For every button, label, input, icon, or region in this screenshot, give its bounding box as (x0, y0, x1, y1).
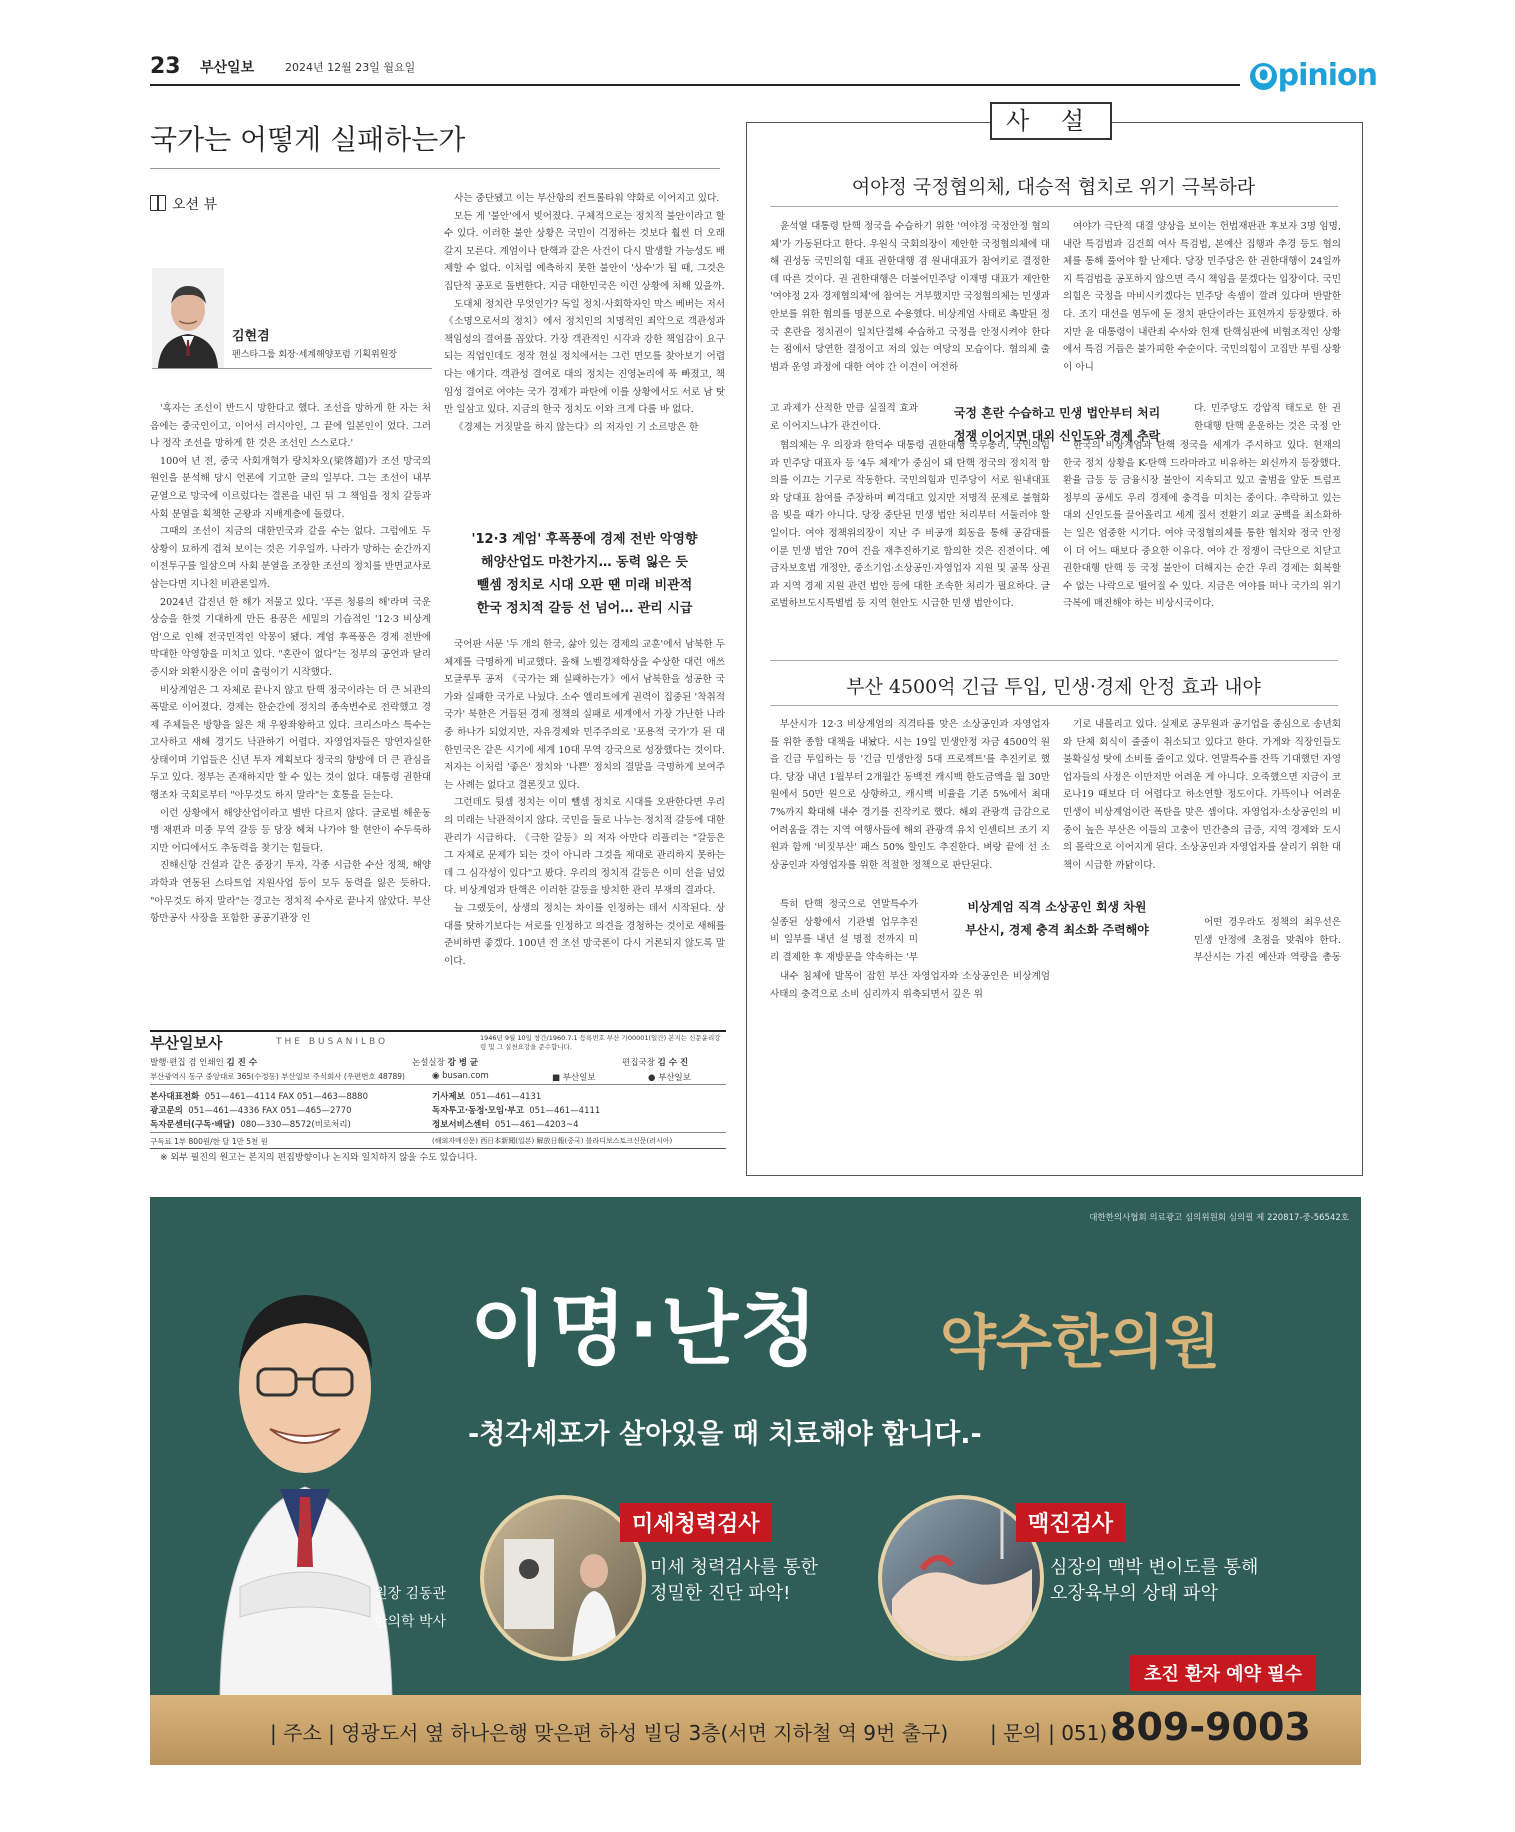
masthead-eng: THE BUSANILBO (276, 1037, 389, 1047)
sns2-label[interactable]: 부산일보 (658, 1073, 691, 1083)
service-desc-line: 심장의 맥박 변이도를 통해 (1050, 1557, 1259, 1578)
service-desc-line: 오장육부의 상태 파악 (1050, 1583, 1218, 1604)
pullquote-line: 해양산업도 마찬가지… 동력 잃은 듯 (481, 555, 688, 570)
masthead-partners: (해외자매신문) 西日本新聞(일본) 解放日報(중국) 블라디보스토크신문(러시아) (432, 1137, 673, 1145)
masthead-inner-rule (150, 1084, 726, 1085)
paper-name: 부산일보 (200, 60, 255, 76)
publisher-name: 김 진 수 (226, 1058, 258, 1068)
paragraph: 2024년 갑진년 한 해가 저물고 있다. '푸른 청룡의 해'라며 국운 상승을 한껏 기대하게 만든 용꿈은 세밑의 기습적인 '12·3 비상계엄'으로 인해 전국민적인 악몽이 됐다. 계엄 후폭풍은 경제 전반에 막대한 악영향을 미치고 있다. "혼란이 없다"는 정부의 공언과 달리 증시와 외환시장은 이미 출렁이기 시작했다. (150, 596, 431, 678)
contact-value: 051—461—4336 FAX 051—465—2770 (188, 1106, 352, 1116)
subhead-line: 비상계엄 직격 소상공인 회생 차원 (967, 900, 1147, 914)
book-icon (150, 195, 166, 211)
editorial-2-col-1b (770, 968, 1050, 1158)
editor-label: 편집국장 (622, 1058, 655, 1068)
paragraph: 이런 상황에서 해양산업이라고 별반 다르지 않다. 글로벌 해운동맹 재편과 미중 무역 갈등 등 당장 헤쳐 나가야 할 현안이 수두룩하지만 어디에서도 추동력을 찾기는 힘들다. (150, 807, 431, 854)
web-icon: ◉ (432, 1071, 443, 1081)
author-photo (152, 268, 224, 368)
ad-tel-label: | 문의 | 051) (990, 1721, 1108, 1745)
paragraph: 국어판 서문 '두 개의 한국, 삶아 있는 경제의 교훈'에서 남북한 두 체제를 극명하게 비교했다. 올해 노벨경제학상을 수상한 대런 애쓰모글루투 공저 《국가는 왜 실패하는가》에서 남북한을 성공한 국가와 실패한 국가로 나눴다. 소수 엘리트에게 권력이 집중된 '착취적 국가' 북한은 거듭된 경제 정책의 실패로 세계에서 가장 가난한 나라 중 하나가 되었지만, 자유경제와 민주주의로 '포용적 국가'가 된 대한민국은 같은 시기에 세계 10대 무역 강국으로 성장했다는 것이다. 저자는 이처럼 '좋은' 정치와 '나쁜' 정치의 결말을 극명하게 보여주는 사례는 없다고 결론짓고 있다. (444, 639, 725, 791)
subhead-line: 국정 혼란 수습하고 민생 법안부터 처리 (953, 406, 1161, 420)
doctor-degree: 한의학 박사 (374, 1614, 447, 1630)
editorial-2-col-2 (1063, 716, 1341, 914)
ad-review-notice: 대한한의사협회 의료광고 심의위원회 심의필 제 220817-중-56542호 (1089, 1213, 1349, 1223)
masthead-sns2[interactable] (648, 1071, 691, 1083)
web-link[interactable]: busan.com (442, 1071, 489, 1081)
column-mid-bottom-text (444, 636, 725, 1010)
subhead-line: 부산시, 경제 충격 최소화 주력해야 (965, 923, 1149, 937)
reservation-badge: 초진 환자 예약 필수 (1130, 1655, 1316, 1691)
paragraph: 특히 탄핵 정국으로 연말특수가 실종된 상황에서 기관별 업무추진비 일부를 내년 설 명절 전까지 미리 결제한 후 재방문을 약속하는 '부 (770, 899, 918, 963)
paragraph: 다. 민주당도 강압적 태도로 한 권한대행 탄핵 운운하는 것은 국정 안 (1194, 403, 1341, 432)
editorial-1-col-2 (1063, 218, 1341, 400)
pullquote-line: 한국 정치적 갈등 선 넘어… 관리 시급 (476, 601, 693, 616)
editorial-2-col-2-wrap (1194, 914, 1341, 968)
doctor-name: 원장 김동관 (374, 1586, 447, 1602)
column-mid-top-text (444, 190, 725, 508)
contact-value: 051—461—4114 FAX 051—463—8880 (204, 1092, 368, 1102)
page-number: 23 (150, 54, 181, 79)
paragraph: 그때의 조선이 지금의 대한민국과 같을 수는 없다. 그럼에도 두 상황이 묘하게 겹쳐 보이는 것은 기우일까. 나라가 망하는 순간까지 이전투구를 일삼으며 사회 분열을 조장한 조선의 정치를 반면교사로 삼는다면 지나친 비관론일까. (150, 526, 431, 590)
column-title-rule (150, 168, 720, 169)
editorial-1-col-1b (770, 437, 1050, 657)
pullquote-line: '12·3 계엄' 후폭풍에 경제 전반 악영향 (471, 532, 698, 547)
service-desc-line: 정밀한 진단 파악! (650, 1583, 791, 1604)
issue-date: 2024년 12월 23일 월요일 (285, 61, 416, 74)
doctor-illustration (210, 1257, 400, 1697)
paragraph: 모든 게 '불안'에서 빚어졌다. 구체적으로는 정치적 불안이라고 할 수 있다. 이러한 불안 상황은 국민이 걱정하는 것보다 훨씬 더 오래갈지 모른다. 계엄이나 탄핵과 같은 사건이 다시 발생할 가능성도 배제할 수 없다. 이처럼 예측하지 못한 불안이 '상수'가 될 때, 그것은 집단적 공포로 돌변한다. 지금 대한민국은 이런 상황에 처해 있을까. (444, 210, 725, 292)
section-logo (1250, 58, 1377, 93)
contact-row (150, 1118, 351, 1130)
paragraph: 한국의 비상계엄과 탄핵 정국을 세계가 주시하고 있다. 현재의 한국 정치 상황을 K-탄핵 드라마라고 비유하는 외신까지 등장했다. 환율 급등 등 금융시장 불안이 지속되고 있고 출범을 앞둔 트럼프 정부의 공세도 우리 경제에 충격을 미치는 중이다. 추락하고 있는 대외 신인도를 끌어올리고 세계 질서 전환기 외교 공백을 최소화하는 일은 엄중한 시기다. 여야 국정협의체를 통한 협치와 정국 안정이 더 어느 때보다 중요한 이유다. 여야 간 정쟁이 극단으로 치닫고 권한대행 탄핵 등 국정 불안이 더해지는 순간 우리 경제는 회복할 수 없는 나락으로 떨어질 수 있다. 지금은 여야를 떠나 국가의 위기 극복에 매진해야 하는 비상시국이다. (1063, 440, 1341, 610)
paragraph: 그런데도 뒷셈 정치는 이미 뺄셈 정치로 시대를 오판한다면 우리의 미래는 낙관적이지 않다. 국민을 둘로 나누는 정치적 갈등에 대한 관리가 시급하다. 《극한 갈등》의 저자 아만다 리플리는 "갈등은 그 자체로 문제가 되는 것이 아니라 그것을 제대로 관리하지 못하는 데 그 심각성이 있다"고 봤다. 우리의 정치적 갈등은 이미 선을 넘었다. 비상계엄과 탄핵은 이러한 갈등을 방치한 관리 부재의 결과다. (444, 797, 725, 897)
editorial-2-col-1-wrap (770, 896, 918, 968)
service-pulse-title: 맥진검사 (1016, 1503, 1125, 1542)
facebook-icon: ■ (552, 1073, 563, 1083)
contact-label: 정보서비스센터 (432, 1120, 490, 1130)
service-pulse-desc (1050, 1555, 1258, 1607)
ad-phone[interactable]: 809-9003 (1110, 1705, 1311, 1749)
author-role: 펜스타그룹 회장·세계해양포럼 기획위원장 (232, 350, 398, 360)
paragraph: 사는 중단됐고 이는 부산항의 컨트롤타워 약화로 이어지고 있다. (454, 193, 720, 204)
ad-slogan: -청각세포가 살아있을 때 치료해야 합니다.- (468, 1419, 982, 1450)
pullquote-line: 뺄셈 정치로 시대 오판 땐 미래 비관적 (476, 578, 693, 593)
paragraph: 여야가 극단적 대결 양상을 보이는 헌법재판관 후보자 3명 임명, 내란 특검법과 김건희 여사 특검법, 본예산 집행과 추경 등도 협의체를 통해 풀어야 할 난제다. 당장 민주당은 한 권한대행이 24일까지 특검법을 공포하지 않으면 즉시 책임을 묻겠다는 입장이다. 국민의힘은 국정을 마비시키겠다는 민주당 속셈이 깔려 있다며 반발한다. 조기 대선을 염두에 둔 정치 판단이라는 표현까지 등장했다. 하지만 윤 대통령이 내란죄 수사와 헌재 탄핵심판에 비협조적인 상황에서 특검 거듭은 불가피한 수순이다. 국민의힘이 고집만 부릴 상황이 아니 (1063, 221, 1341, 373)
editorial-1-col-2-wrap (1194, 400, 1341, 437)
masthead-publisher (150, 1056, 257, 1068)
masthead-rule (150, 1030, 726, 1032)
paragraph: 진해신항 건설과 같은 중장기 투자, 각종 시급한 수산 정책, 해양과학과 연동된 스타트업 지원사업 등이 모두 동력을 잃은 듯하다. "아무것도 하지 말라"는 경고는 정치적 수사로 끝나지 않았다. 부산항만공사 사장을 포함한 공공기관장 인 (150, 860, 431, 925)
paragraph: 내수 침체에 발목이 잡힌 부산 자영업자와 소상공인은 비상계엄 사태의 충격으로 소비 심리까지 위축되면서 깊은 위 (770, 971, 1050, 1000)
paragraph: 협의체는 우 의장과 한덕수 대통령 권한대행 국무총리, 국민의힘과 민주당 대표자 등 '4두 체제'가 중심이 돼 탄핵 정국의 정치적 합의를 이끄는 기구로 작동한다. 국민의힘과 민주당이 서로 원내대표와 당대표 참여를 주장하며 삐걱대고 있지만 저명적 문제로 불협화음 빚을 때가 아니다. 당장 중단된 민생 법안 처리부터 서둘러야 할 일이다. 여야 정책위의장이 지난 주 비공개 회동을 통해 공감대를 이룬 민생 법안 70여 건을 재추진하기로 합의한 것은 진전이다. 예금자보호법 개정안, 중소기업·소상공인·자영업자 지원 및 골목 상권과 지역 경제 지원 관련 법안 등에 대한 조속한 처리가 필요하다. 글로벌하브도시특별법 등 지역 현안도 시급한 민생 법안이다. (770, 440, 1050, 610)
contact-row (432, 1104, 600, 1116)
paragraph: 비상계엄은 그 자체로 끝나지 않고 탄핵 정국이라는 더 큰 뇌관의 폭발로 이어졌다. 경제는 한순간에 정치의 종속변수로 전락했고 경제 주체들은 방향을 잃은 채 우왕좌왕하고 있다. 크리스마스 특수는 고사하고 새해 경기도 낙관하기 어렵다. 자영업자들은 망연자실한 상태이며 기업들은 신년 투자 계획보다 정국의 향방에 더 큰 관심을 두고 있다. 정부는 존재하지만 할 수 있는 것이 없다. 대통령 권한대행조차 국회로부터 "아무것도 하지 말라"는 호통을 듣는다. (150, 684, 431, 802)
contact-row (432, 1090, 541, 1102)
ad-contact-bar (150, 1695, 1361, 1765)
header-rule (150, 84, 1240, 86)
masthead-inner-rule (150, 1132, 726, 1133)
paragraph: 기로 내몰리고 있다. 실제로 공무원과 공기업을 중심으로 송년회와 단체 회식이 줄줄이 취소되고 있다고 한다. 가게와 직장인들도 불확실성 탓에 소비를 줄이고 있다. 연말특수를 잔뜩 기대했던 자영업자들의 사정은 이만저만 어려운 게 아니다. 오죽했으면 지금이 코로나19 때보다 더 어렵다고 하소연할 정도이다. 가뜩이나 어려운 민생이 비상계엄이란 폭탄을 맞은 셈이다. 자영업자·소상공인의 비중이 높은 부산은 이들의 고충이 민간층의 급증, 지역 경제와 도시의 몰락으로 이어지게 된다. 소상공인과 자영업자를 살리기 위한 대책이 시급한 까닭이다. (1063, 719, 1341, 871)
editorial-1-subhead (926, 402, 1188, 448)
chief-name: 강 병 균 (447, 1058, 479, 1068)
paragraph: 어떤 경우라도 정책의 최우선은 민생 안정에 초점을 맞춰야 한다. 부산시는 가진 예산과 역량을 총동 (1194, 917, 1341, 964)
contact-value: 051—461—4131 (470, 1092, 542, 1102)
editorial-headline-1: 여야정 국정협의체, 대승적 협치로 위기 극복하라 (851, 176, 1256, 198)
paragraph: 《경제는 거짓말을 하지 않는다》의 저자인 기 소르망은 한 (454, 421, 699, 433)
author-rule (152, 368, 432, 369)
author-name: 김현겸 (232, 329, 270, 344)
masthead-logo: 부산일보사 (150, 1034, 223, 1052)
contact-row (432, 1118, 579, 1130)
service-desc-line: 미세 청력검사를 통한 (650, 1557, 818, 1578)
paragraph: 도대체 정치란 무엇인가? 독일 정치·사회학자인 막스 베버는 저서 《소명으로서의 정치》에서 정치인의 치명적인 죄악으로 객관성과 책임성의 결여를 꼽았다. 가장 객관적인 시각과 강한 책임감이 요구되는 직업인데도 정작 현실 정치에서는 그런 면모를 찾아보기 어렵다는 얘기다. 객관성 결여로 대의 정치는 진영논리에 푹 빠졌고, 책임성 결여로 여야는 국가 경제가 파탄에 이를 상황에서도 서로 남 탓만 일삼고 있다. 지금의 한국 정치도 이와 크게 다를 바 없다. (444, 298, 725, 416)
editorial-1-col-2b (1063, 437, 1341, 657)
talk-icon: ● (648, 1073, 659, 1083)
contact-value: 051—461—4111 (529, 1106, 601, 1116)
editorial-label: 사 설 (990, 102, 1112, 140)
service-hearing-title: 미세청력검사 (620, 1503, 772, 1542)
column-series (150, 194, 217, 214)
column-title: 국가는 어떻게 실패하는가 (150, 123, 466, 156)
masthead-price: 구독료 1부 800원/한 달 1만 5천 원 (150, 1137, 268, 1146)
advertisement[interactable] (150, 1197, 1361, 1765)
contact-label: 광고문의 (150, 1106, 183, 1116)
section-logo-text: pinion (1277, 58, 1377, 93)
column-series-label: 오션 뷰 (172, 197, 218, 213)
contact-label: 본사대표전화 (150, 1092, 200, 1102)
ad-brand: 약수한의원 (940, 1308, 1221, 1376)
chief-label: 논설실장 (412, 1058, 445, 1068)
ad-title: 이명·난청 (470, 1283, 820, 1376)
ad-address: | 주소 | 영광도서 옆 하나은행 맞은편 하성 빌딩 3층(서면 지하철 역 9번 출구) (270, 1721, 949, 1745)
contact-row (150, 1104, 352, 1116)
paragraph: 고 과제가 산적한 만큼 실질적 효과로 이어지느냐가 관건이다. (770, 403, 918, 432)
column-pullquote (444, 528, 725, 620)
masthead-chief (412, 1056, 478, 1068)
subhead-line: 정쟁 이어지면 대외 신인도와 경제 추락 (953, 429, 1161, 443)
contact-value: 080—330—8572(비로처리) (240, 1120, 351, 1130)
contact-row (150, 1090, 368, 1102)
masthead-disclaimer: ※ 외부 필진의 원고는 본지의 편집방향이나 논지와 일치하지 않을 수도 있습니다. (160, 1153, 478, 1163)
editor-name: 김 수 진 (657, 1058, 689, 1068)
masthead-web[interactable] (432, 1071, 489, 1081)
editorial-divider (770, 660, 1338, 661)
service-hearing-desc (650, 1555, 818, 1607)
column-left-text (150, 400, 431, 1010)
editorial-head-rule (770, 206, 1338, 207)
editorial-2-subhead (926, 896, 1188, 942)
masthead-sns1[interactable] (552, 1071, 596, 1083)
masthead-bottom-rule (150, 1148, 726, 1149)
masthead-address: 부산광역시 동구 중앙대로 365(수정동) 부산일보 주식회사 (우편번호 48789) (150, 1072, 405, 1081)
contact-value: 051—461—4203~4 (494, 1120, 579, 1130)
masthead-editor (622, 1056, 688, 1068)
contact-label: 독자투고·동정·모임·부고 (432, 1106, 524, 1116)
sns1-label[interactable]: 부산일보 (562, 1073, 596, 1083)
masthead-registration: 1946년 9월 10일 창간/1960.7.1 등록번호 부산 가00001(일간) 본지는 신문윤리강령 및 그 실천요강을 준수합니다. (480, 1034, 721, 1051)
paragraph: 부산시가 12·3 비상계엄의 직격타를 맞은 소상공인과 자영업자를 위한 종합 대책을 내놨다. 시는 19일 민생안정 자금 4500억 원을 긴급 투입하는 등 '긴급 민생안정 5대 프로젝트'를 추진키로 했다. 당장 내년 1월부터 2개월간 동백전 캐시백 한도금액을 월 30만 원에서 50만 원으로 상향하고, 캐시백 비율을 기존 5%에서 최대 7%까지 확대해 내수 경기를 진작키로 했다. 해외 관광객 급감으로 어려움을 겪는 지역 여행사들에 해외 관광객 유치 인센티브 조기 지원과 함께 '비짓부산' 패스 50% 할인도 추진한다. 벼랑 끝에 선 소상공인과 자영업자를 위한 적절한 정책으로 판단된다. (770, 719, 1050, 871)
paragraph: 윤석열 대통령 탄핵 정국을 수습하기 위한 '여야정 국정안정 협의체'가 가동된다고 한다. 우원식 국회의장이 제안한 국정협의체에 대해 권성동 국민의힘 대표 권한대행 겸 원내대표가 참여키로 결정한 데 따른 것이다. 권 권한대행은 더불어민주당 이재명 대표가 제안한 '여야정 2자 경제협의체'에 참여는 거부했지만 국정협의체는 민생과 안보를 위한 협의를 명분으로 수용했다. 비상계엄 사태로 촉발된 정국 혼란을 정치권이 일치단결해 수습하고 국정을 안정시켜야 한다는 점에서 당연한 결정이고 저의 있는 여당의 모습이다. 협의체 출범과 운영 과정에 대한 여야 간 이견이 여전하 (770, 221, 1050, 373)
contact-label: 독자문센터(구독·배달) (150, 1120, 235, 1130)
section-logo-initial: O (1250, 63, 1277, 90)
editorial-2-col-1 (770, 716, 1050, 896)
paragraph: 늘 그랬듯이, 상생의 정치는 차이를 인정하는 데서 시작된다. 상대를 탓하기보다는 서로를 인정하고 의견을 경청하는 것이로 새해를 준비하면 좋겠다. 100년 전 조선 망국론이 다시 거론되지 않도록 말이다. (444, 902, 725, 967)
paragraph: '흑자는 조선이 반드시 망한다고 했다. 조선을 망하게 한 자는 처음에는 중국인이고, 이어서 러시아인, 그 끝에 일본인이 었다. 그러나 정작 조선을 망하게 한 것은 조선인 스스로다.' (150, 403, 431, 450)
publisher-label: 발행·편집 겸 인쇄인 (150, 1058, 224, 1068)
paragraph: 100여 년 전, 중국 사회개혁가 량치차오(梁啓超)가 조선 망국의 원인을 분석해 당시 언론에 기고한 글의 일부다. 그는 조선이 내부 균열으로 망국에 이르렀다는 결론을 내린 뒤 그 책임을 정치 갈등과 사회 분열을 획책한 군왕과 지배계층에 돌렸다. (150, 455, 431, 520)
hearing-test-icon (484, 1499, 642, 1657)
contact-label: 기사제보 (432, 1092, 465, 1102)
editorial-head-rule (770, 705, 1338, 706)
editorial-headline-2: 부산 4500억 긴급 투입, 민생·경제 안정 효과 내야 (846, 676, 1261, 698)
